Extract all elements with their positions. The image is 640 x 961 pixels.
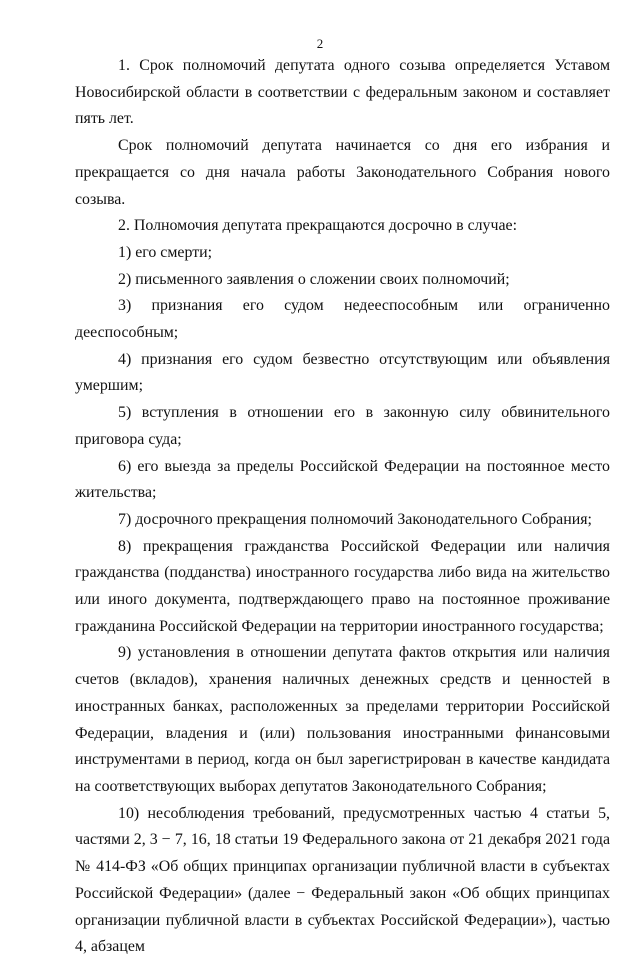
list-item-3: 3) признания его судом недееспособным или ограниченно дееспособным; <box>75 297 610 342</box>
page-number: 2 <box>316 36 324 51</box>
paragraph-term-of-office: 1. Срок полномочий депутата одного созыва определяется Уставом Новосибирской области в соответствии с федеральным законом и составляет пять лет. <box>75 57 610 128</box>
paragraph-early-termination-intro: 2. Полномочия депутата прекращаются досрочно в случае: <box>118 217 518 235</box>
paragraph-term-start-end: Срок полномочий депутата начинается со дня его избрания и прекращается со дня начала работы Законодательного Собрания нового созыва. <box>75 137 610 208</box>
list-item-2: 2) письменного заявления о сложении своих полномочий; <box>118 270 510 288</box>
list-item-5: 5) вступления в отношении его в законную силу обвинительного приговора суда; <box>75 404 610 448</box>
list-item-8: 8) прекращения гражданства Российской Федерации или наличия гражданства (подданства) иностранного государства либо вида на жительство или иного документа, подтверждающего право на постоянное проживание гражданина Российской Федерации на территории иностранного государства; <box>75 537 610 635</box>
list-item-4: 4) признания его судом безвестно отсутствующим или объявления умершим; <box>75 350 610 395</box>
list-item-7: 7) досрочного прекращения полномочий Законодательного Собрания; <box>118 510 592 528</box>
list-item-10: 10) несоблюдения требований, предусмотренных частью 4 статьи 5, частями 2, 3 − 7, 16, 18 статьи 19 Федерального закона от 21 декабря 2021 года № 414-ФЗ «Об общих принципах организации публичной власти в субъектах Российской Федерации» (далее − Федеральный закон «Об общих принципах организации публичной власти в субъектах Российской Федерации»), частью 4, абзацем <box>75 804 610 956</box>
list-item-1: 1) его смерти; <box>118 243 213 261</box>
list-item-9: 9) установления в отношении депутата фактов открытия или наличия счетов (вкладов), хранения наличных денежных средств и ценностей в иностранных банках, расположенных за пределами территории Российской Федерации, владения и (или) пользования иностранными финансовыми инструментами в период, когда он был зарегистрирован в качестве кандидата на соответствующих выборах депутатов Законодательного Собрания; <box>75 644 610 795</box>
document-body <box>75 53 610 961</box>
list-item-6: 6) его выезда за пределы Российской Федерации на постоянное место жительства; <box>75 457 610 502</box>
